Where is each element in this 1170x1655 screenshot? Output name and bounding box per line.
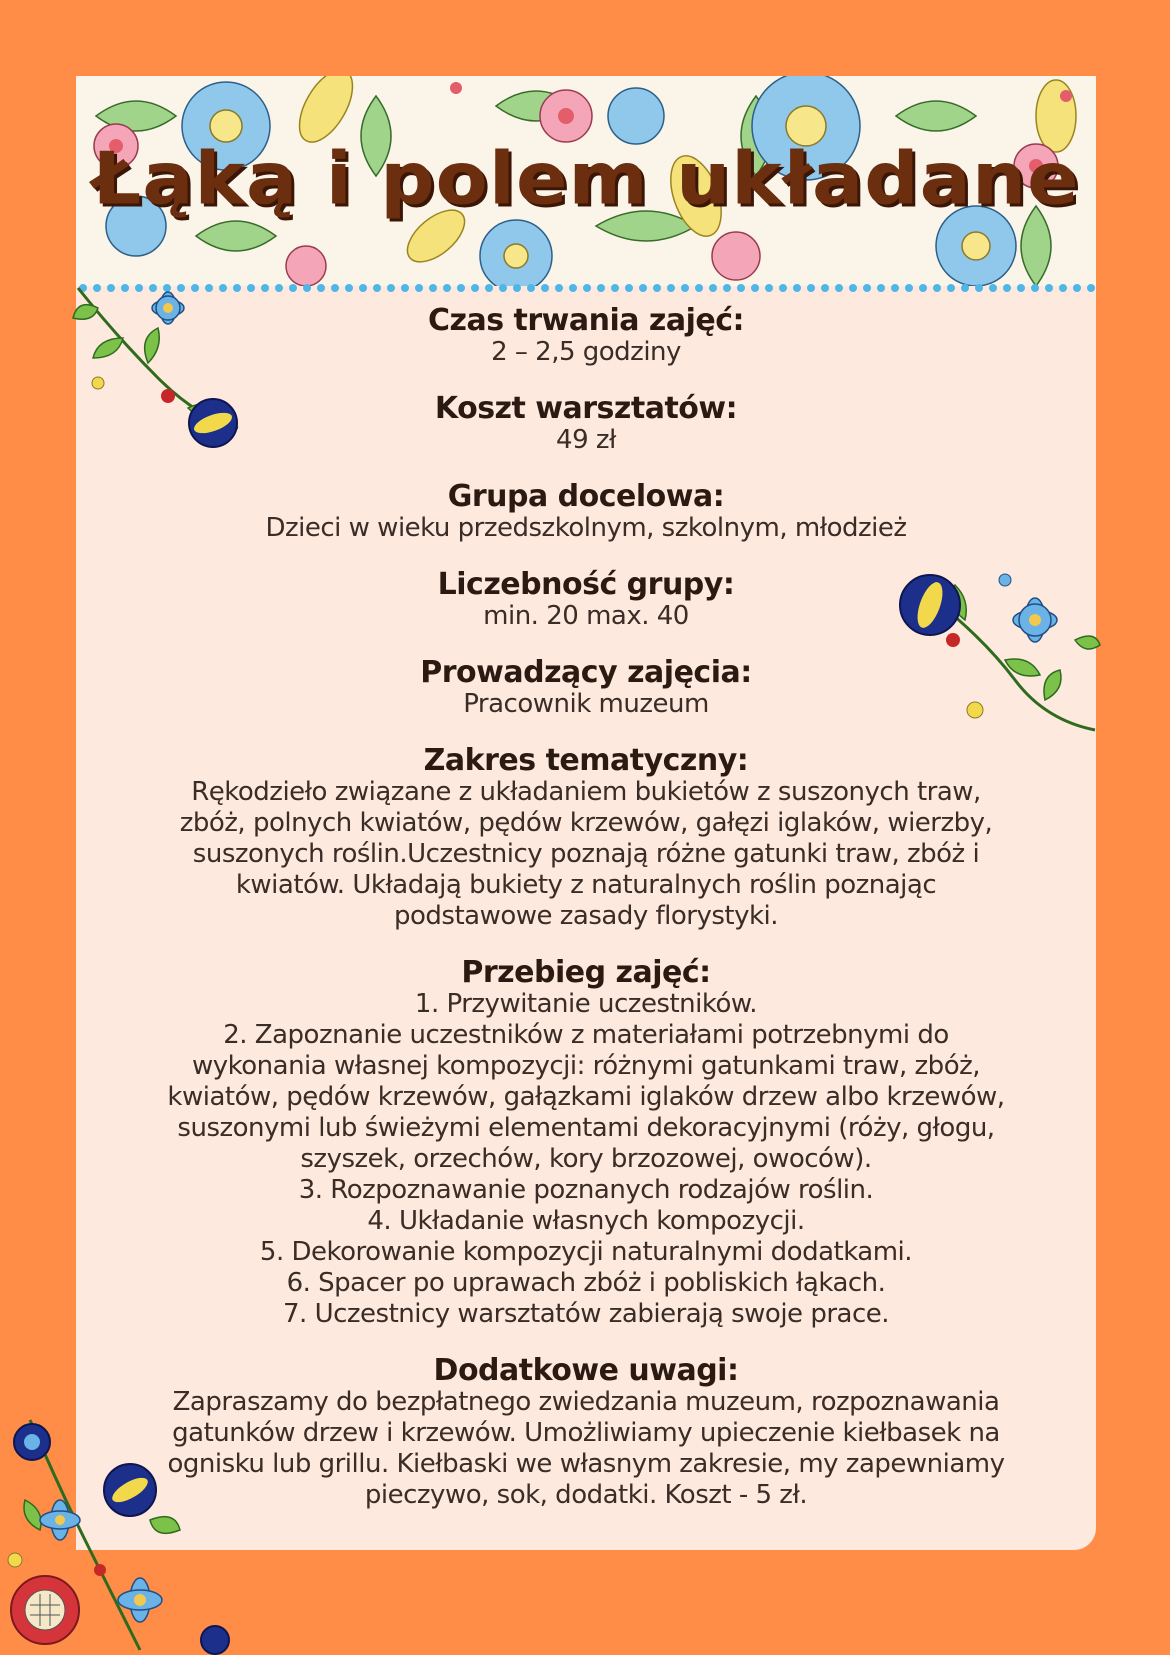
section-text: pieczywo, sok, dodatki. Koszt - 5 zł. xyxy=(364,1480,808,1510)
list-item: 4. Układanie własnych kompozycji. xyxy=(367,1206,805,1236)
list-item: 5. Dekorowanie kompozycji naturalnymi dodatkami. xyxy=(259,1237,913,1267)
section-text: Rękodzieło związane z układaniem bukietów z suszonych traw, xyxy=(191,777,981,807)
list-item: szyszek, orzechów, kory brzozowej, owoców). xyxy=(300,1144,872,1174)
section-heading: Liczebność grupy: xyxy=(437,567,735,602)
section-text: Dzieci w wieku przedszkolnym, szkolnym, młodzież xyxy=(265,513,907,543)
section-schedule xyxy=(76,956,1096,1330)
section-heading: Dodatkowe uwagi: xyxy=(433,1353,739,1388)
section-text: suszonych roślin.Uczestnicy poznają różne gatunki traw, zbóż i xyxy=(192,839,980,869)
flower-ornament-icon xyxy=(895,560,1105,750)
list-item: kwiatów, pędów krzewów, gałązkami iglaków drzew albo krzewów, xyxy=(167,1082,1005,1112)
page-title: Łąką i polem układane xyxy=(92,136,1080,221)
section-text: Zapraszamy do bezpłatnego zwiedzania muzeum, rozpoznawania xyxy=(172,1387,1000,1417)
section-heading: Prowadzący zajęcia: xyxy=(420,655,752,690)
section-text: kwiatów. Układają bukiety z naturalnych roślin poznając xyxy=(235,870,937,900)
flower-ornament-icon xyxy=(0,1410,250,1655)
list-item: 2. Zapoznanie uczestników z materiałami potrzebnymi do xyxy=(223,1020,949,1050)
section-text: zbóż, polnych kwiatów, pędów krzewów, gałęzi iglaków, wierzby, xyxy=(179,808,993,838)
content xyxy=(76,304,1096,1535)
section-scope xyxy=(76,744,1096,932)
section-heading: Czas trwania zajęć: xyxy=(427,303,745,338)
list-item: 7. Uczestnicy warsztatów zabierają swoje prace. xyxy=(283,1299,889,1329)
section-heading: Przebieg zajęć: xyxy=(461,955,711,990)
list-item: 3. Rozpoznawanie poznanych rodzajów roślin. xyxy=(298,1175,874,1205)
section-text: 2 – 2,5 godziny xyxy=(491,337,681,367)
section-text: podstawowe zasady florystyki. xyxy=(393,901,779,931)
list-item: wykonania własnej kompozycji: różnymi gatunkami traw, zbóż, xyxy=(191,1051,981,1081)
section-text: gatunków drzew i krzewów. Umożliwiamy upieczenie kiełbasek na xyxy=(172,1418,1000,1448)
floral-banner xyxy=(76,76,1096,286)
section-text: ognisku lub grillu. Kiełbaski we własnym zakresie, my zapewniamy xyxy=(167,1449,1005,1479)
flower-ornament-icon xyxy=(68,278,248,458)
section-text: min. 20 max. 40 xyxy=(483,601,689,631)
list-item: 1. Przywitanie uczestników. xyxy=(414,989,758,1019)
list-item: suszonymi lub świeżymi elementami dekoracyjnymi (róży, głogu, xyxy=(177,1113,995,1143)
section-text: 49 zł xyxy=(556,425,616,455)
section-target-group xyxy=(76,480,1096,544)
section-heading: Koszt warsztatów: xyxy=(434,391,738,426)
list-item: 6. Spacer po uprawach zbóż i pobliskich łąkach. xyxy=(286,1268,886,1298)
section-text: Pracownik muzeum xyxy=(463,689,709,719)
section-heading: Grupa docelowa: xyxy=(447,479,725,514)
section-heading: Zakres tematyczny: xyxy=(423,743,749,778)
